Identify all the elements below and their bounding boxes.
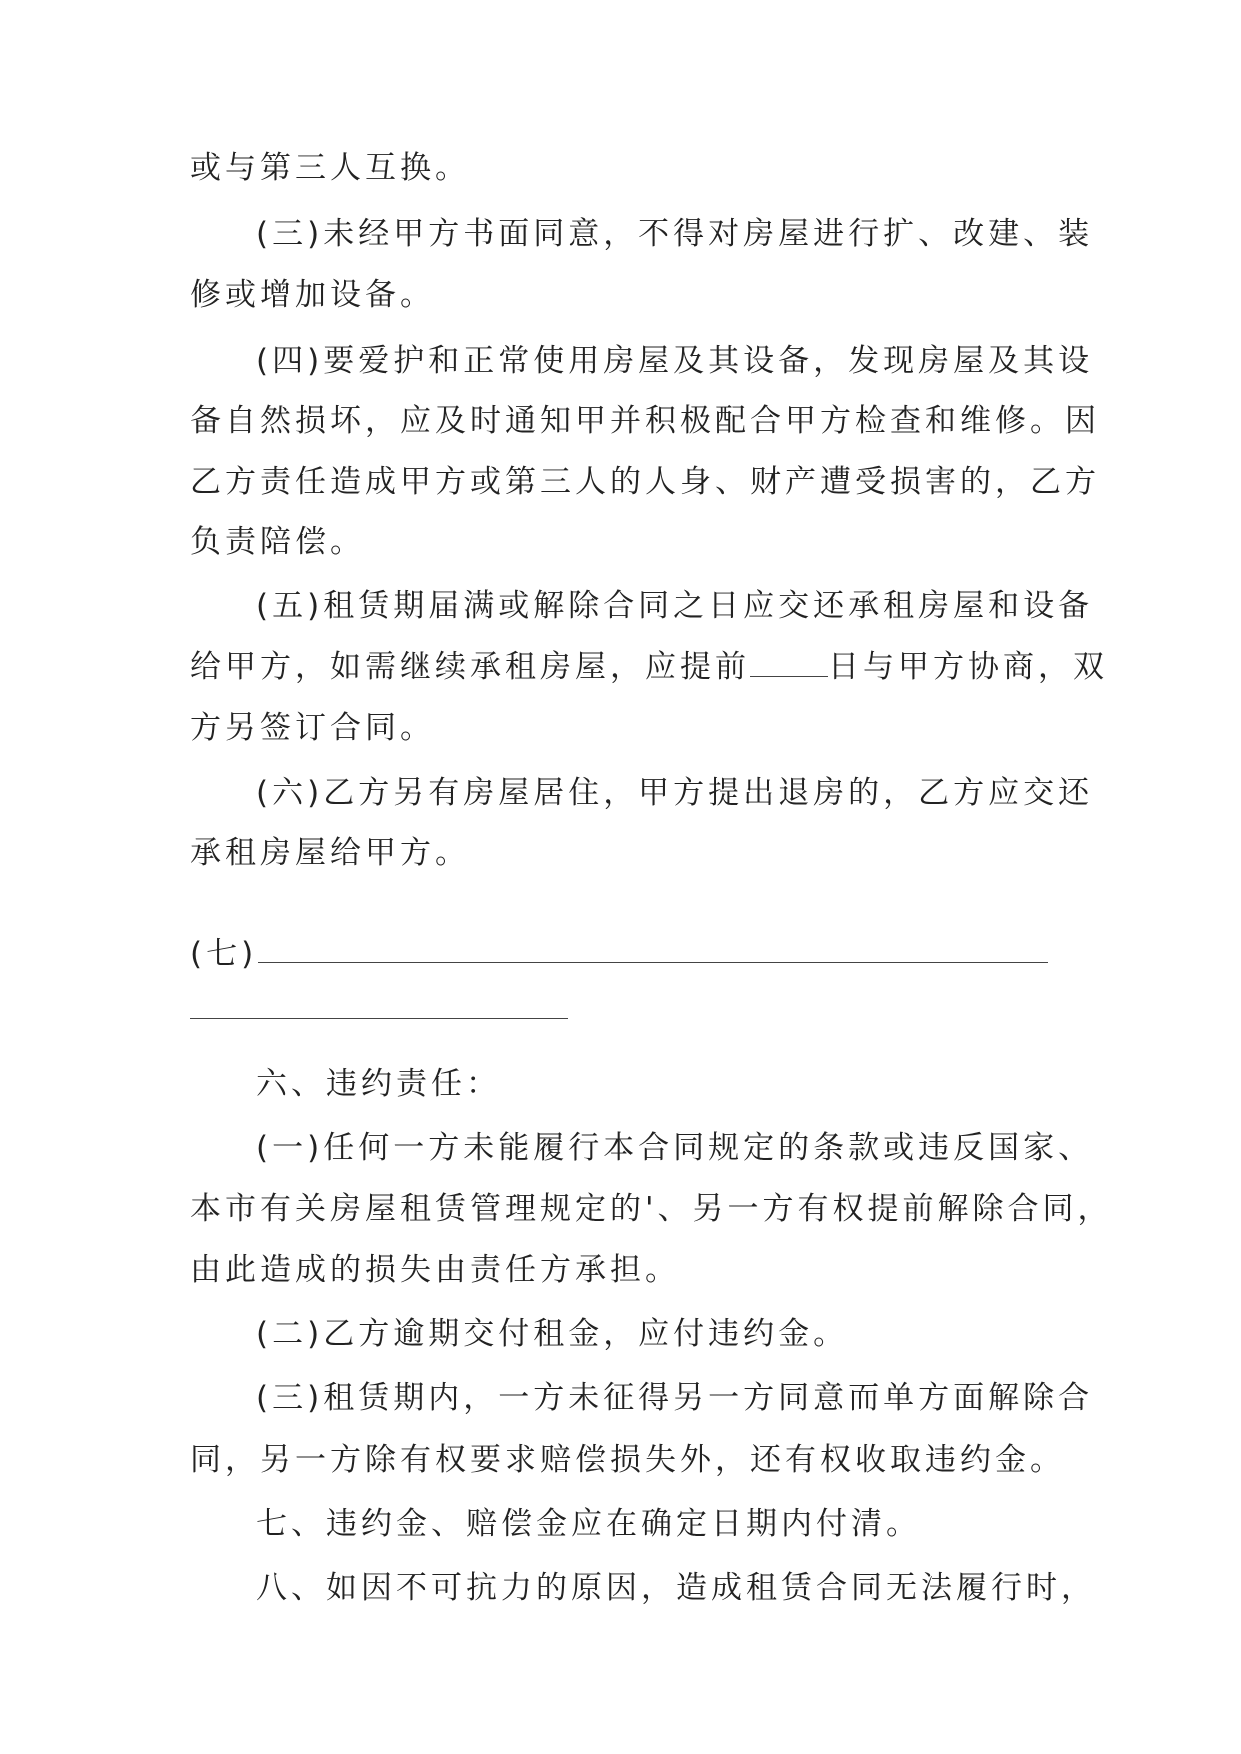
clause-7-label: (七) — [190, 936, 258, 972]
section-6-heading: 六、违约责任： — [256, 1066, 501, 1102]
breach-3-line-1: (三)租赁期内，一方未征得另一方同意而单方面解除合 — [256, 1380, 1094, 1416]
clause-3-line-1: (三)未经甲方书面同意，不得对房屋进行扩、改建、装 — [256, 216, 1094, 252]
clause-5-line-3: 方另签订合同。 — [190, 710, 435, 746]
clause-4-line-4: 负责陪偿。 — [190, 524, 365, 560]
clause-5-text-after-blank: 日与甲方协商，双 — [828, 649, 1108, 685]
breach-1-line-1: (一)任何一方未能履行本合同规定的条款或违反国家、 — [256, 1130, 1094, 1166]
clause-6-line-2: 承租房屋给甲方。 — [190, 835, 470, 871]
clause-4-line-2: 备自然损坏，应及时通知甲并积极配合甲方检查和维修。因 — [190, 403, 1100, 439]
breach-3-line-2: 同，另一方除有权要求赔偿损失外，还有权收取违约金。 — [190, 1442, 1065, 1478]
clause-5-line-2 — [190, 647, 1108, 687]
breach-1-line-2: 本市有关房屋租赁管理规定的'、另一方有权提前解除合同， — [190, 1191, 1113, 1227]
clause-5-line-1: (五)租赁期届满或解除合同之日应交还承租房屋和设备 — [256, 588, 1094, 624]
clause-5-text-before-blank: 给甲方，如需继续承租房屋，应提前 — [190, 649, 750, 685]
section-7-line: 七、违约金、赔偿金应在确定日期内付清。 — [256, 1506, 921, 1542]
days-blank — [750, 650, 828, 677]
clause-4-line-3: 乙方责任造成甲方或第三人的人身、财产遭受损害的，乙方 — [190, 464, 1100, 500]
clause-4-line-1: (四)要爱护和正常使用房屋及其设备，发现房屋及其设 — [256, 343, 1094, 379]
clause-7-blank-line-2 — [190, 1018, 568, 1019]
breach-1-line-3: 由此造成的损失由责任方承担。 — [190, 1252, 680, 1288]
clause-3-line-2: 修或增加设备。 — [190, 277, 435, 313]
section-8-line-1: 八、如因不可抗力的原因，造成租赁合同无法履行时， — [256, 1570, 1096, 1606]
clause-6-line-1: (六)乙方另有房屋居住，甲方提出退房的，乙方应交还 — [256, 775, 1094, 811]
breach-2-line-1: (二)乙方逾期交付租金，应付违约金。 — [256, 1316, 849, 1352]
clause-7-blank-line-1 — [258, 962, 1048, 963]
text-line: 或与第三人互换。 — [190, 150, 470, 186]
